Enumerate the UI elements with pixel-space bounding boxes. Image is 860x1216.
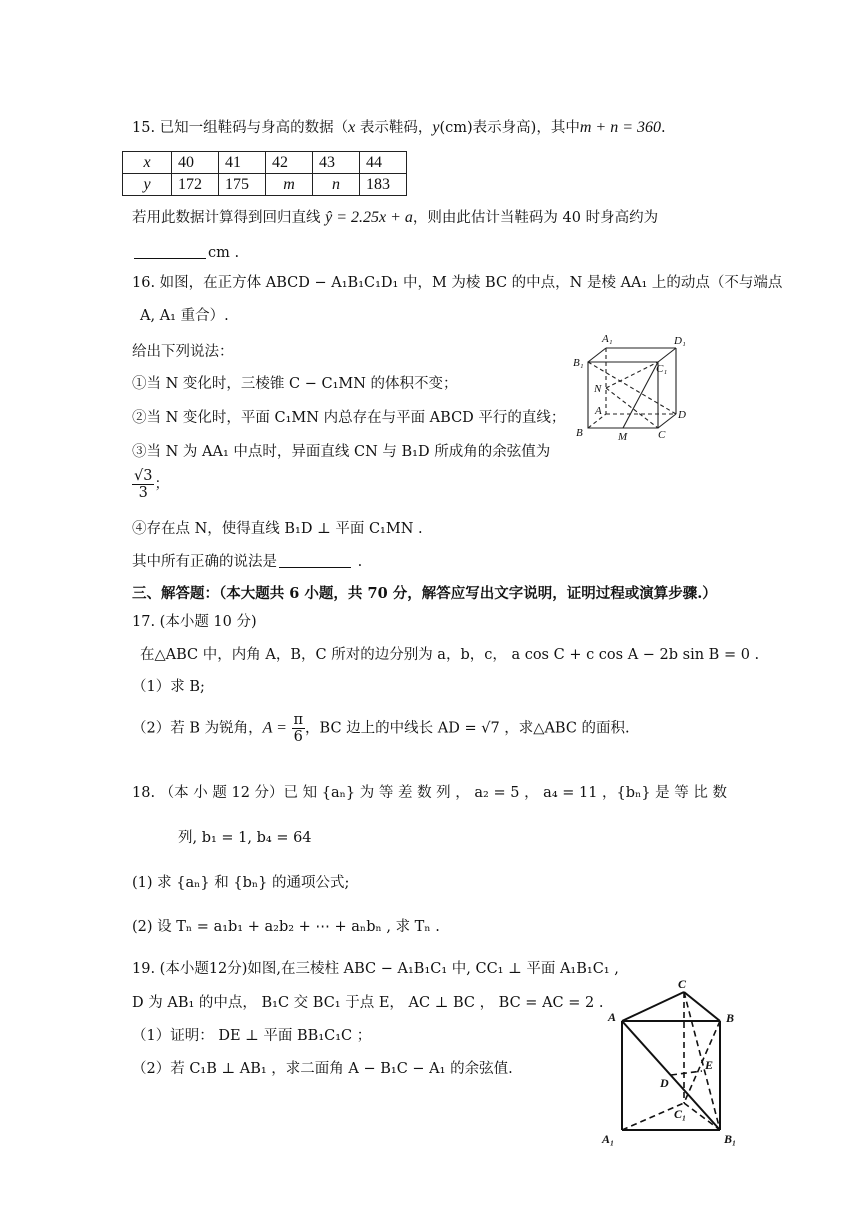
q16-statement-3-value: $\frac{√3}{3}$ ； <box>134 468 169 501</box>
q16-line1: 16. 如图，在正方体 ABCD − A₁B₁C₁D₁ 中，M 为棱 BC 的中点，N 是棱 AA₁ 上的动点（不与端点 <box>132 275 783 291</box>
q16-statement-1: ①当 N 变化时，三棱锥 C − C₁MN 的体积不变； <box>132 376 458 392</box>
q15-data-table <box>122 151 407 196</box>
table-row: y 172 175 m n 183 <box>123 174 407 196</box>
label-A: A <box>608 1010 617 1024</box>
q18-line2: 列, b₁ = 1, b₄ = 64 <box>178 830 312 846</box>
label-B: B <box>726 1011 735 1025</box>
label-D: D <box>660 1076 669 1090</box>
label-D: D <box>678 409 686 421</box>
q19-part1: （1）证明： DE ⊥ 平面 BB₁C₁C ； <box>132 1028 372 1044</box>
q16-line3: 给出下列说法： <box>132 344 234 360</box>
label-B1: B₁ <box>724 1132 737 1146</box>
label-C1: C₁ <box>656 363 668 375</box>
q16-statement-4: ④存在点 N，使得直线 B₁D ⊥ 平面 C₁MN . <box>132 521 423 537</box>
q17-part2: （2）若 B 为锐角，A = $\frac{\pi}{6}$ ，BC 边上的中线长 AD = √7 ，求△ABC 的面积. <box>132 712 630 745</box>
label-C: C <box>658 429 666 441</box>
q17-head: 17. (本小题 10 分) <box>132 614 257 630</box>
answer-blank <box>134 244 206 259</box>
q19-line1: 19. (本小题12分)如图,在三棱柱 ABC − A₁B₁C₁ 中, CC₁ ⊥ 平面 A₁B₁C₁ , <box>132 961 619 977</box>
table-row: x 40 41 42 43 44 <box>123 152 407 174</box>
q15-line2: 若用此数据计算得到回归直线 ŷ = 2.25x + a，则由此估计当鞋码为 40 时身高约为 <box>132 209 659 226</box>
section-heading: 三、解答题：（本大题共 6 小题，共 70 分，解答应写出文字说明，证明过程或演算步骤.） <box>132 585 717 602</box>
q18-line1: 18. （本 小 题 12 分）已 知 {aₙ} 为 等 差 数 列 ， a₂ = 5 ， a₄ = 11 ，{bₙ} 是 等 比 数 <box>132 785 728 801</box>
q18-part2: (2) 设 Tₙ = a₁b₁ + a₂b₂ + ⋯ + aₙbₙ , 求 Tₙ . <box>132 919 440 935</box>
q17-part1: （1）求 B; <box>132 679 205 695</box>
label-A1: A₁ <box>602 1132 615 1146</box>
q19-line2: D 为 AB₁ 的中点， B₁C 交 BC₁ 于点 E， AC ⊥ BC ， BC = AC = 2 . <box>132 995 604 1011</box>
label-N: N <box>594 383 602 395</box>
label-C: C <box>678 977 687 991</box>
q19-part2: （2）若 C₁B ⊥ AB₁ ，求二面角 A − B₁C − A₁ 的余弦值. <box>132 1061 513 1077</box>
prism-figure <box>598 975 748 1155</box>
label-B: B <box>576 427 583 439</box>
label-M: M <box>618 431 628 443</box>
answer-blank <box>279 553 351 568</box>
label-C1: C₁ <box>674 1107 687 1121</box>
label-A: A <box>595 405 602 417</box>
q15-line3: cm . <box>132 242 239 264</box>
q15-line1: 15. 已知一组鞋码与身高的数据（x 表示鞋码，y(cm)表示身高)，其中m + n = 360. <box>132 119 666 136</box>
q16-statement-3: ③当 N 为 AA₁ 中点时，异面直线 CN 与 B₁D 所成角的余弦值为 <box>132 444 551 460</box>
q16-question: 其中所有正确的说法是 . <box>132 554 363 570</box>
label-B1: B₁ <box>573 357 584 369</box>
q16-statement-2: ②当 N 变化时，平面 C₁MN 内总存在与平面 ABCD 平行的直线； <box>132 410 566 426</box>
cube-figure <box>568 330 698 445</box>
q17-stem: 在△ABC 中，内角 A，B，C 所对的边分别为 a，b，c， a cos C + c cos A − 2b sin B = 0 . <box>140 647 760 663</box>
q18-part1: (1) 求 {aₙ} 和 {bₙ} 的通项公式; <box>132 875 350 891</box>
label-A1: A₁ <box>602 333 613 345</box>
q16-line2: A, A₁ 重合）. <box>140 308 229 324</box>
label-D1: D₁ <box>674 335 686 347</box>
label-E: E <box>705 1058 714 1072</box>
